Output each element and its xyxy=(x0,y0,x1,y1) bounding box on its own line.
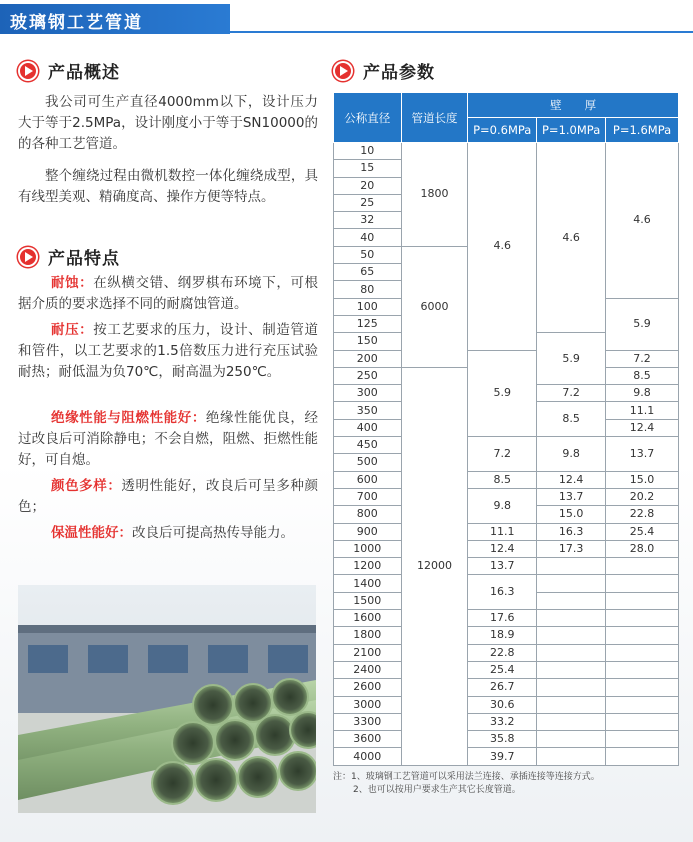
diameter-cell: 4000 xyxy=(334,748,402,765)
note-line-2: 2、也可以按用户要求生产其它长度管道。 xyxy=(353,784,521,795)
diameter-cell: 65 xyxy=(334,264,402,281)
p06-cell: 7.2 xyxy=(468,437,537,472)
p16-cell: 4.6 xyxy=(606,143,679,299)
p06-cell: 11.1 xyxy=(468,523,537,540)
empty-cell xyxy=(537,592,606,609)
p06-cell: 8.5 xyxy=(468,471,537,488)
page-title: 玻璃钢工艺管道 xyxy=(0,4,230,34)
empty-cell xyxy=(537,627,606,644)
diameter-cell: 700 xyxy=(334,488,402,505)
p16-cell: 7.2 xyxy=(606,350,679,367)
feature-text: 透明性能好，改良后可呈多种颜色； xyxy=(18,478,319,515)
p06-cell: 5.9 xyxy=(468,350,537,436)
feature-item xyxy=(18,476,318,518)
p16-cell: 22.8 xyxy=(606,506,679,523)
p16-cell: 5.9 xyxy=(606,298,679,350)
diameter-cell: 125 xyxy=(334,315,402,332)
overview-paragraph-1: 我公司可生产直径4000mm以下，设计压力大于等于2.5MPa，设计刚度小于等于SN10000的的各种工艺管道。 xyxy=(18,94,318,152)
empty-cell xyxy=(606,644,679,661)
parameter-table xyxy=(333,92,679,766)
table-note xyxy=(333,771,688,796)
p06-cell: 25.4 xyxy=(468,661,537,678)
play-icon xyxy=(333,61,353,81)
diameter-cell: 2600 xyxy=(334,679,402,696)
diameter-cell: 50 xyxy=(334,246,402,263)
empty-cell xyxy=(537,731,606,748)
features-heading-text: 产品特点 xyxy=(48,249,120,269)
p06-cell: 4.6 xyxy=(468,143,537,351)
p16-cell: 11.1 xyxy=(606,402,679,419)
col-diameter: 公称直径 xyxy=(334,93,402,143)
diameter-cell: 3600 xyxy=(334,731,402,748)
diameter-cell: 500 xyxy=(334,454,402,471)
p16-cell: 25.4 xyxy=(606,523,679,540)
p10-cell: 4.6 xyxy=(537,143,606,333)
diameter-cell: 3300 xyxy=(334,713,402,730)
diameter-cell: 200 xyxy=(334,350,402,367)
diameter-cell: 150 xyxy=(334,333,402,350)
p10-cell: 8.5 xyxy=(537,402,606,437)
p06-cell: 39.7 xyxy=(468,748,537,765)
p06-cell: 9.8 xyxy=(468,488,537,523)
play-icon xyxy=(18,61,38,81)
empty-cell xyxy=(606,713,679,730)
diameter-cell: 10 xyxy=(334,143,402,160)
feature-key: 颜色多样： xyxy=(51,478,122,494)
feature-text: 改良后可提高热传导能力。 xyxy=(132,525,294,541)
col-p16: P=1.6MPa xyxy=(606,118,679,143)
overview-heading-text: 产品概述 xyxy=(48,63,120,83)
diameter-cell: 25 xyxy=(334,194,402,211)
diameter-cell: 3000 xyxy=(334,696,402,713)
empty-cell xyxy=(606,679,679,696)
p16-cell: 12.4 xyxy=(606,419,679,436)
p10-cell: 12.4 xyxy=(537,471,606,488)
diameter-cell: 20 xyxy=(334,177,402,194)
empty-cell xyxy=(606,592,679,609)
overview-paragraph-2: 整个缠绕过程由微机数控一体化缠绕成型，具有线型美观、精确度高、操作方便等特点。 xyxy=(18,168,318,205)
diameter-cell: 32 xyxy=(334,212,402,229)
feature-text: 在纵横交错、纲罗棋布环境下，可根据介质的要求选择不同的耐腐蚀管道。 xyxy=(18,275,318,312)
product-photo xyxy=(18,585,316,813)
diameter-cell: 600 xyxy=(334,471,402,488)
p16-cell: 13.7 xyxy=(606,437,679,472)
diameter-cell: 80 xyxy=(334,281,402,298)
feature-item xyxy=(18,273,318,315)
empty-cell xyxy=(537,679,606,696)
col-wall: 壁 厚 xyxy=(468,93,679,118)
empty-cell xyxy=(606,610,679,627)
col-p10: P=1.0MPa xyxy=(537,118,606,143)
p06-cell: 12.4 xyxy=(468,540,537,557)
empty-cell xyxy=(537,644,606,661)
feature-item xyxy=(18,320,318,383)
play-icon xyxy=(18,247,38,267)
diameter-cell: 1000 xyxy=(334,540,402,557)
p06-cell: 18.9 xyxy=(468,627,537,644)
empty-cell xyxy=(537,575,606,592)
empty-cell xyxy=(537,610,606,627)
empty-cell xyxy=(606,627,679,644)
p06-cell: 33.2 xyxy=(468,713,537,730)
feature-item xyxy=(18,408,318,471)
diameter-cell: 100 xyxy=(334,298,402,315)
diameter-cell: 2400 xyxy=(334,661,402,678)
feature-key: 耐压： xyxy=(51,322,94,338)
diameter-cell: 40 xyxy=(334,229,402,246)
p06-cell: 16.3 xyxy=(468,575,537,610)
empty-cell xyxy=(537,661,606,678)
pipes-image xyxy=(18,585,316,813)
empty-cell xyxy=(606,558,679,575)
p10-cell: 13.7 xyxy=(537,488,606,505)
params-heading xyxy=(333,58,435,83)
feature-key: 耐蚀： xyxy=(51,275,94,291)
params-heading-text: 产品参数 xyxy=(363,63,435,83)
p06-cell: 22.8 xyxy=(468,644,537,661)
length-cell: 1800 xyxy=(401,143,468,247)
p16-cell: 15.0 xyxy=(606,471,679,488)
empty-cell xyxy=(606,575,679,592)
p06-cell: 30.6 xyxy=(468,696,537,713)
empty-cell xyxy=(606,731,679,748)
p10-cell: 7.2 xyxy=(537,385,606,402)
p06-cell: 17.6 xyxy=(468,610,537,627)
diameter-cell: 300 xyxy=(334,385,402,402)
empty-cell xyxy=(537,558,606,575)
p10-cell: 16.3 xyxy=(537,523,606,540)
p16-cell: 20.2 xyxy=(606,488,679,505)
length-cell: 12000 xyxy=(401,367,468,765)
col-p06: P=0.6MPa xyxy=(468,118,537,143)
features-heading xyxy=(18,244,120,269)
empty-cell xyxy=(537,696,606,713)
empty-cell xyxy=(537,713,606,730)
title-underline xyxy=(230,31,693,33)
overview-heading xyxy=(18,58,120,83)
length-cell: 6000 xyxy=(401,246,468,367)
note-line-1: 注：1、玻璃钢工艺管道可以采用法兰连接、承插连接等连接方式。 xyxy=(333,772,600,782)
diameter-cell: 250 xyxy=(334,367,402,384)
p10-cell: 15.0 xyxy=(537,506,606,523)
diameter-cell: 1600 xyxy=(334,610,402,627)
p10-cell: 17.3 xyxy=(537,540,606,557)
diameter-cell: 350 xyxy=(334,402,402,419)
feature-key: 绝缘性能与阻燃性能好： xyxy=(51,410,206,426)
feature-text: 绝缘性能优良，经过改良后可消除静电；不会自燃，阻燃、拒燃性能好，可自熄。 xyxy=(18,410,319,468)
diameter-cell: 450 xyxy=(334,437,402,454)
diameter-cell: 800 xyxy=(334,506,402,523)
p16-cell: 28.0 xyxy=(606,540,679,557)
diameter-cell: 15 xyxy=(334,160,402,177)
empty-cell xyxy=(606,748,679,765)
feature-item xyxy=(18,523,318,544)
empty-cell xyxy=(606,661,679,678)
empty-cell xyxy=(606,696,679,713)
diameter-cell: 1800 xyxy=(334,627,402,644)
empty-cell xyxy=(537,748,606,765)
col-length: 管道长度 xyxy=(401,93,468,143)
diameter-cell: 1400 xyxy=(334,575,402,592)
p10-cell: 9.8 xyxy=(537,437,606,472)
diameter-cell: 900 xyxy=(334,523,402,540)
diameter-cell: 1200 xyxy=(334,558,402,575)
feature-key: 保温性能好： xyxy=(51,525,132,541)
p06-cell: 35.8 xyxy=(468,731,537,748)
diameter-cell: 1500 xyxy=(334,592,402,609)
diameter-cell: 400 xyxy=(334,419,402,436)
diameter-cell: 2100 xyxy=(334,644,402,661)
p16-cell: 8.5 xyxy=(606,367,679,384)
p06-cell: 13.7 xyxy=(468,558,537,575)
p16-cell: 9.8 xyxy=(606,385,679,402)
feature-text: 按工艺要求的压力，设计、制造管道和管件，以工艺要求的1.5倍数压力进行充压试验耐热；耐低温为负70℃，耐高温为250℃。 xyxy=(18,322,318,380)
p10-cell: 5.9 xyxy=(537,333,606,385)
p06-cell: 26.7 xyxy=(468,679,537,696)
